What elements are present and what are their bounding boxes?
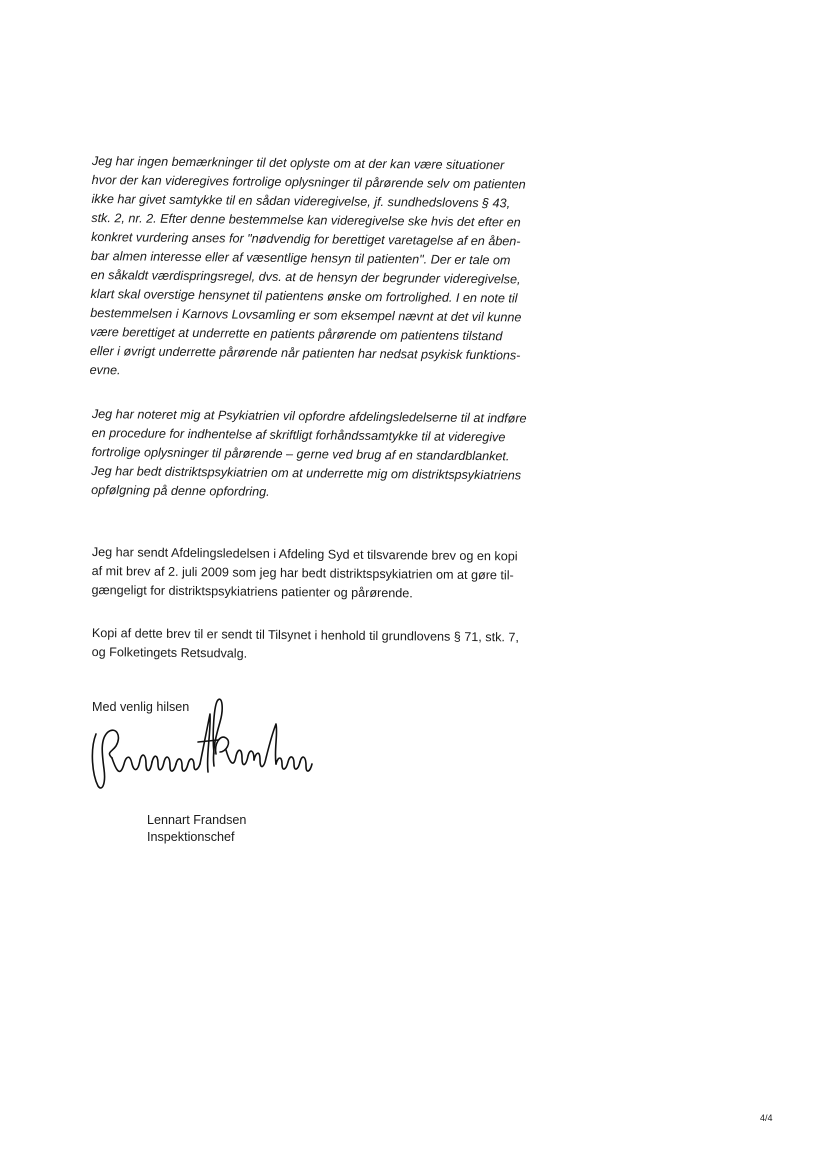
signature-icon [86,694,326,798]
signer-title: Inspektionschef [147,830,235,844]
text-line: konkret vurdering anses for "nødvendig for berettiget varetagelse af en åben- [91,229,521,249]
text-line: Jeg har ingen bemærkninger til det oplyste om at der kan være situationer [91,153,505,173]
paragraph-italic-1 [90,152,582,385]
text-line: eller i øvrigt underrette pårørende når patienten har nedsat psykisk funktions- [89,343,521,363]
text-line: Jeg har bedt distriktspsykiatrien om at underrette mig om distriktspsykiatriens [91,463,522,483]
paragraph-plain-2 [92,624,582,667]
signer-block [147,812,246,846]
text-line: bestemmelsen i Karnovs Lovsamling er som eksempel nævnt at det vil kunne [90,305,522,325]
text-line: ikke har givet samtykke til en sådan videregivelse, jf. sundhedslovens § 43, [91,191,511,211]
text-line: klart skal overstige hensynet til patientens ønske om fortrolighed. I en note til [90,286,518,306]
text-line: opfølgning på denne opfordring. [91,482,270,499]
signer-name: Lennart Frandsen [147,813,247,827]
paragraph-italic-2 [91,405,582,505]
text-line: hvor der kan videregives fortrolige oplysninger til pårørende selv om patienten [91,172,526,192]
text-line: en såkaldt værdispringsregel, dvs. at de hensyn der begrunder videregivelse, [90,267,521,287]
text-line: bar almen interesse eller af væsentlige hensyn til patienten". Der er tale om [90,248,511,268]
text-line: Jeg har sendt Afdelingsledelsen i Afdeling Syd et tilsvarende brev og en kopi [91,544,518,564]
paragraph-plain-1 [91,543,582,605]
closing-salutation: Med venlig hilsen [92,700,190,714]
text-line: Jeg har noteret mig at Psykiatrien vil opfordre afdelingsledelserne til at indføre [91,406,527,426]
page-number: 4/4 [760,1113,773,1123]
text-line: gængeligt for distriktspsykiatriens patienter og pårørende. [91,582,413,601]
text-line: af mit brev af 2. juli 2009 som jeg har bedt distriktspsykiatrien om at gøre til- [91,563,514,583]
text-line: en procedure for indhentelse af skriftligt forhåndssamtykke til at videregive [91,425,506,445]
text-line: evne. [89,362,121,378]
text-line: og Folketingets Retsudvalg. [91,644,248,661]
text-line: Kopi af dette brev til er sendt til Tilsynet i henhold til grundlovens § 71, stk. 7, [91,625,519,645]
text-line: fortrolige oplysninger til pårørende – gerne ved brug af en standardblanket. [91,444,510,464]
text-line: stk. 2, nr. 2. Efter denne bestemmelse kan videregivelse ske hvis det efter en [91,210,521,230]
text-line: være berettiget at underrette en patients pårørende om patientens tilstand [90,324,503,344]
